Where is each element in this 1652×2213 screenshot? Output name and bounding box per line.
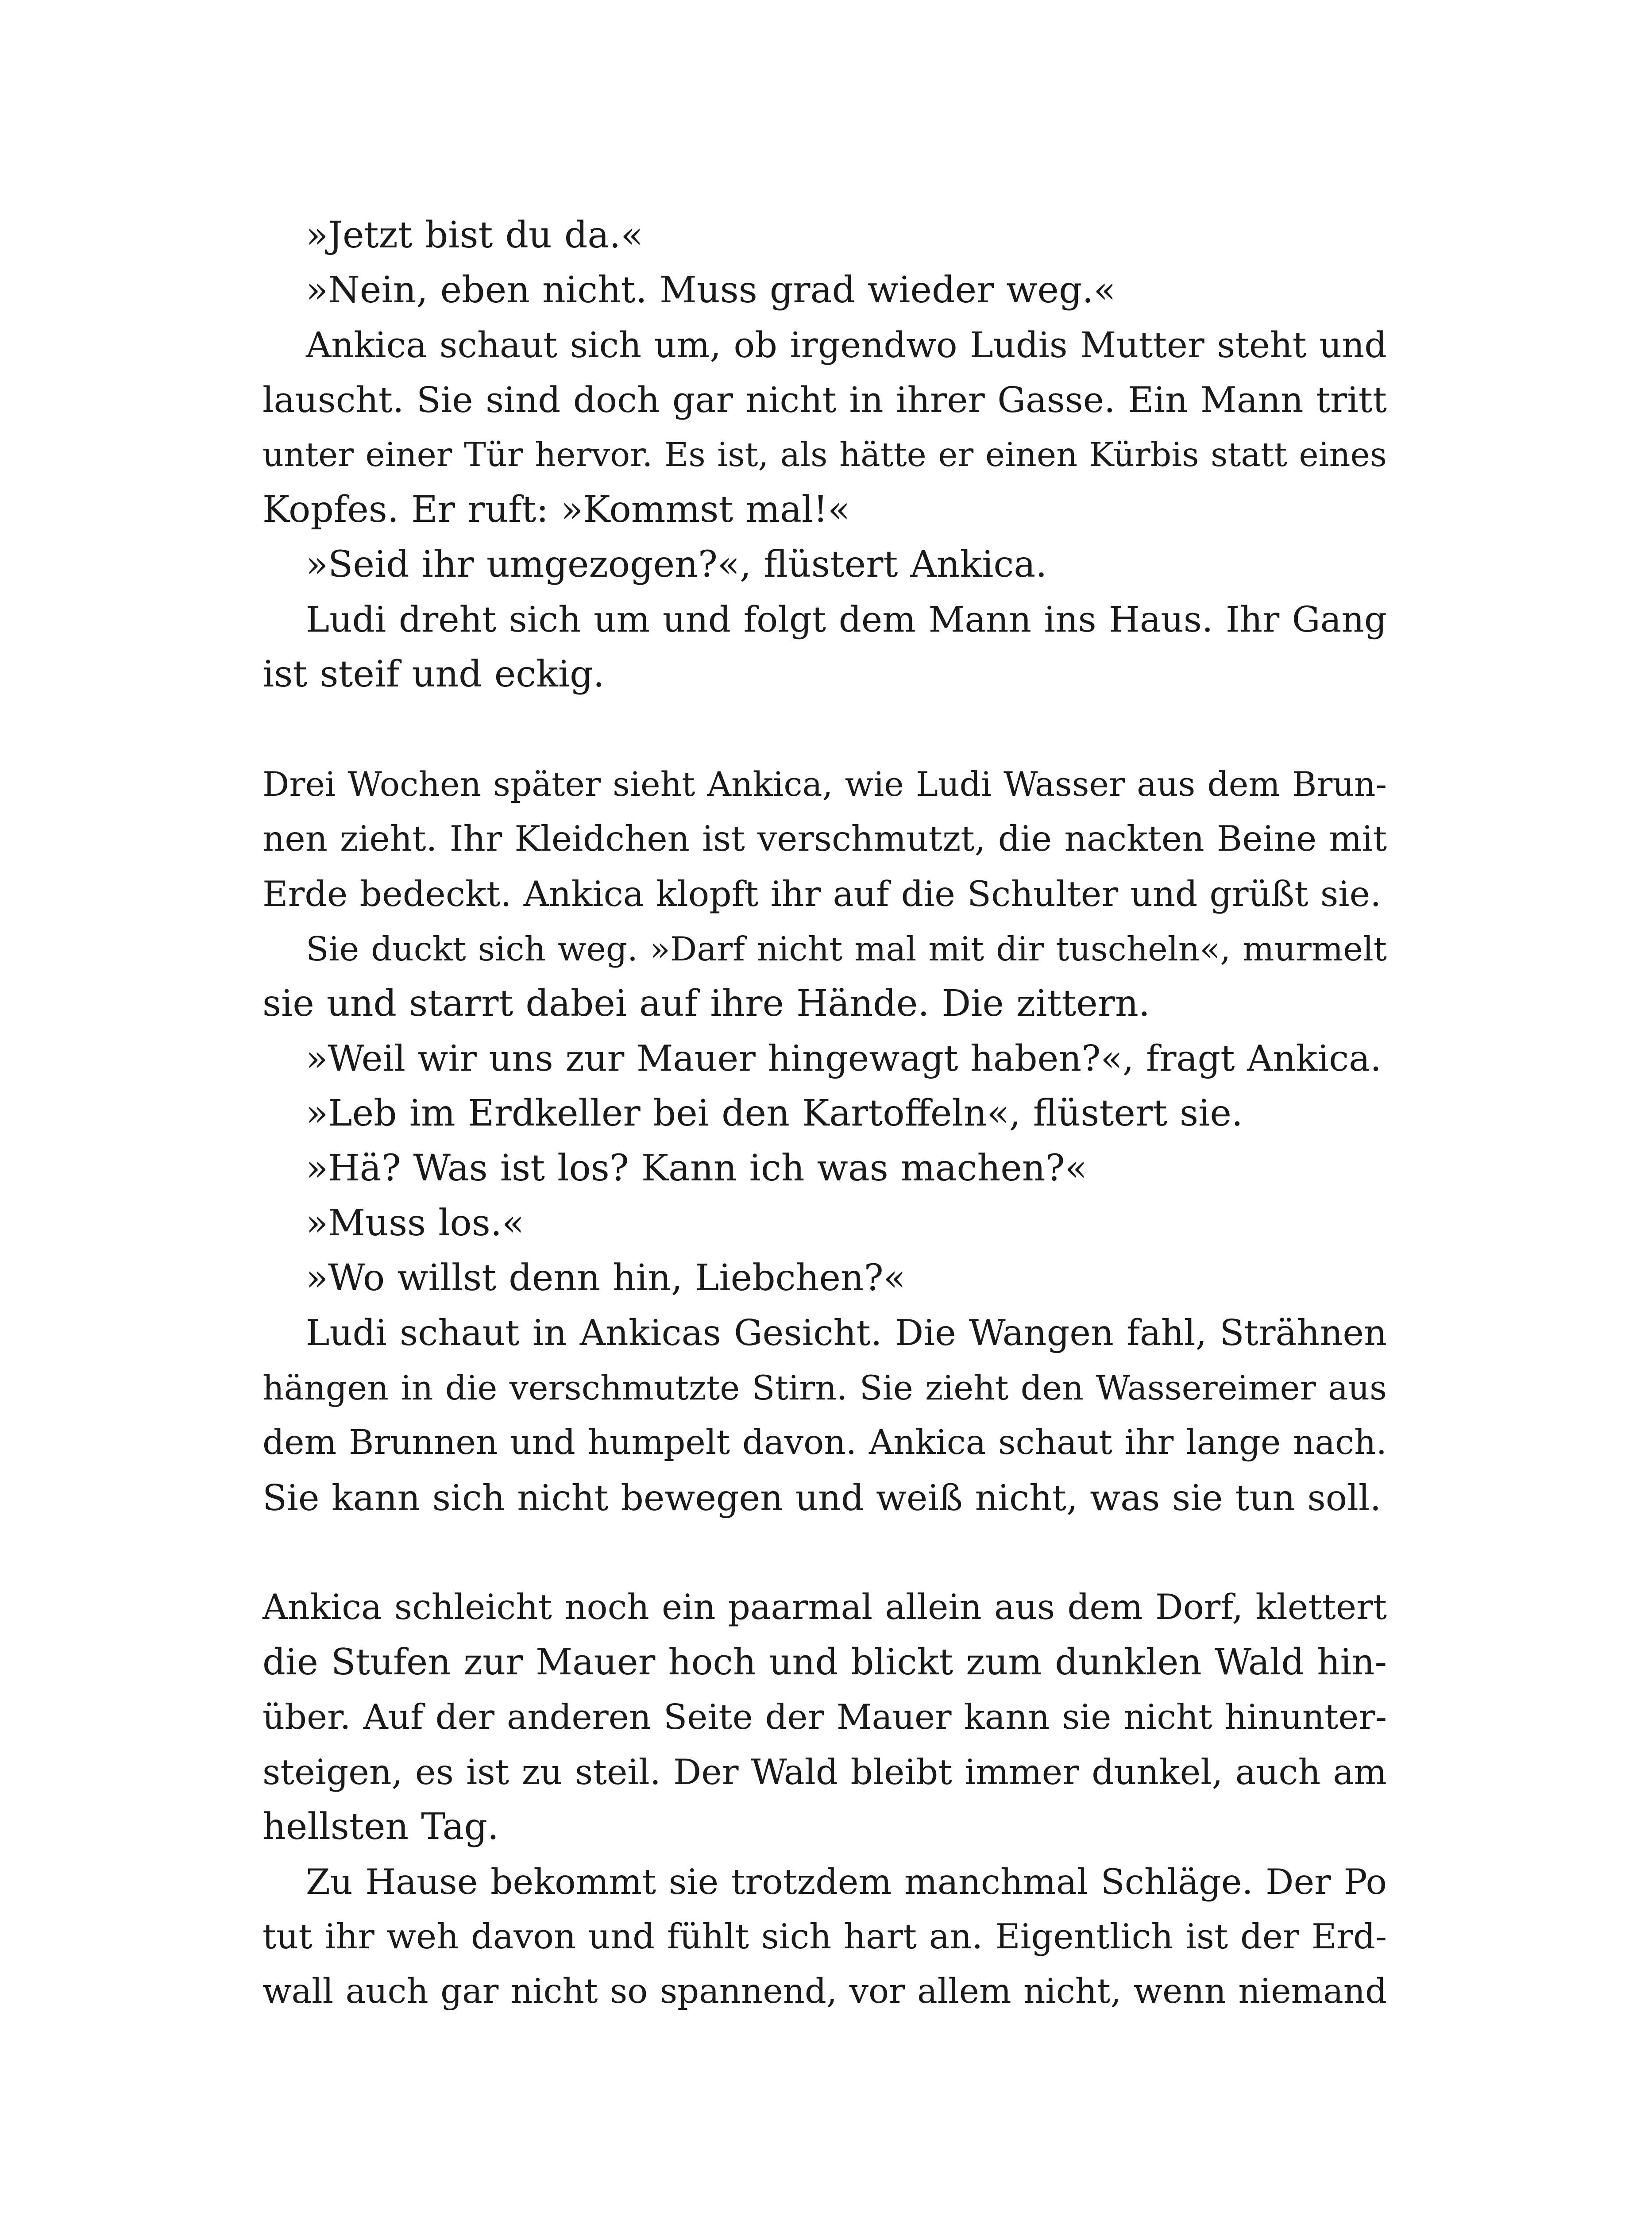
- text-line: »Leb im Erdkeller bei den Kartoffeln«, flüstert sie.: [306, 1092, 1243, 1134]
- text-line: dem Brunnen und humpelt davon. Ankica schaut ihr lange nach.: [262, 1423, 1387, 1462]
- text-line: »Muss los.«: [306, 1202, 525, 1244]
- text-line: »Weil wir uns zur Mauer hingewagt haben?«, fragt Ankica.: [306, 1038, 1382, 1080]
- text-line: hellsten Tag.: [262, 1806, 499, 1848]
- section-break: [262, 1525, 1387, 1580]
- text-line: Ludi schaut in Ankicas Gesicht. Die Wangen fahl, Strähnen: [306, 1312, 1387, 1354]
- body-text: [262, 208, 1387, 2019]
- text-line: »Hä? Was ist los? Kann ich was machen?«: [306, 1147, 1087, 1189]
- text-line: tut ihr weh davon und fühlt sich hart an. Eigentlich ist der Erd-: [262, 1917, 1387, 1957]
- text-line: hängen in die verschmutzte Stirn. Sie zieht den Wassereimer aus: [262, 1369, 1387, 1407]
- section-break: [262, 702, 1387, 757]
- text-line: »Jetzt bist du da.«: [306, 214, 643, 256]
- text-line: ist steif und eckig.: [262, 653, 605, 695]
- text-line: unter einer Tür hervor. Es ist, als hätte er einen Kürbis statt eines: [262, 436, 1387, 474]
- text-line: Kopfes. Er ruft: »Kommst mal!«: [262, 489, 850, 531]
- text-line: Ankica schaut sich um, ob irgendwo Ludis Mutter steht und: [306, 324, 1387, 366]
- text-line: Zu Hause bekommt sie trotzdem manchmal Schläge. Der Po: [306, 1862, 1387, 1902]
- text-line: die Stufen zur Mauer hoch und blickt zum dunklen Wald hin-: [262, 1642, 1387, 1683]
- text-line: Sie kann sich nicht bewegen und weiß nicht, was sie tun soll.: [262, 1477, 1382, 1519]
- text-line: Drei Wochen später sieht Ankica, wie Ludi Wasser aus dem Brun-: [262, 765, 1387, 804]
- text-line: nen zieht. Ihr Kleidchen ist verschmutzt, die nackten Beine mit: [262, 819, 1387, 859]
- text-line: steigen, es ist zu steil. Der Wald bleibt immer dunkel, auch am: [262, 1752, 1387, 1793]
- text-line: Ankica schleicht noch ein paarmal allein aus dem Dorf, klettert: [262, 1587, 1387, 1627]
- text-line: wall auch gar nicht so spannend, vor allem nicht, wenn niemand: [262, 1972, 1387, 2011]
- text-line: sie und starrt dabei auf ihre Hände. Die zittern.: [262, 983, 1150, 1025]
- text-line: »Wo willst denn hin, Liebchen?«: [306, 1257, 906, 1299]
- text-line: »Seid ihr umgezogen?«, flüstert Ankica.: [306, 544, 1047, 586]
- text-line: Erde bedeckt. Ankica klopft ihr auf die Schulter und grüßt sie.: [262, 874, 1382, 914]
- text-line: Ludi dreht sich um und folgt dem Mann ins Haus. Ihr Gang: [306, 599, 1387, 640]
- page-number: [0, 2209, 1652, 2213]
- text-line: über. Auf der anderen Seite der Mauer kann sie nicht hinunter-: [262, 1697, 1387, 1737]
- text-line: Sie duckt sich weg. »Darf nicht mal mit dir tuscheln«, murmelt: [306, 929, 1387, 968]
- text-line: »Nein, eben nicht. Muss grad wieder weg.«: [306, 269, 1116, 311]
- text-line: lauscht. Sie sind doch gar nicht in ihrer Gasse. Ein Mann tritt: [262, 379, 1387, 420]
